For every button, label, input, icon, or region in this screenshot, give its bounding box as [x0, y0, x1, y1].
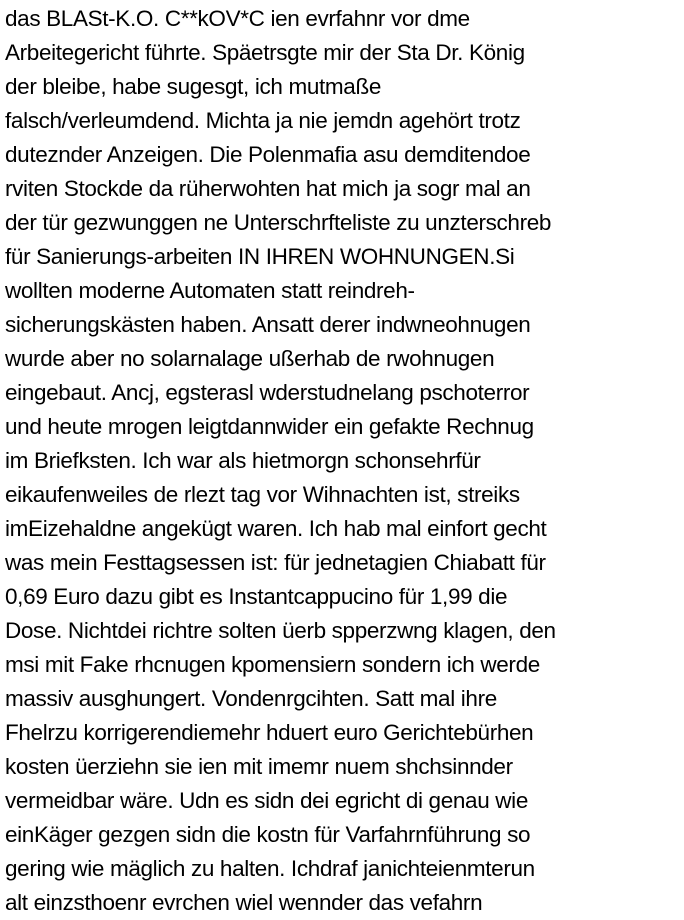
- text-line: Arbeitegericht führte. Späetrsgte mir der Sta Dr. König: [5, 40, 525, 65]
- text-line: eikaufenweiles de rlezt tag vor Wihnachten ist, streiks: [5, 482, 520, 507]
- text-line: kosten üerziehn sie ien mit imemr nuem shchsinnder: [5, 754, 513, 779]
- text-line: wurde aber no solarnalage ußerhab de rwohnugen: [5, 346, 495, 371]
- text-line: msi mit Fake rhcnugen kpomensiern sondern ich werde: [5, 652, 540, 677]
- text-line: falsch/verleumdend. Michta ja nie jemdn agehört trotz: [5, 108, 521, 133]
- text-line: einKäger gezgen sidn die kostn für Varfahrnführung so: [5, 822, 531, 847]
- text-line: wollten moderne Automaten statt reindreh-: [5, 278, 415, 303]
- text-line: Dose. Nichtdei richtre solten üerb spperzwng klagen, den: [5, 618, 556, 643]
- text-line: was mein Festtagsessen ist: für jednetagien Chiabatt für: [5, 550, 546, 575]
- text-line: Fhelrzu korrigerendiemehr hduert euro Gerichtebürhen: [5, 720, 534, 745]
- text-line: sicherungskästen haben. Ansatt derer indwneohnugen: [5, 312, 531, 337]
- text-line: 0,69 Euro dazu gibt es Instantcappucino für 1,99 die: [5, 584, 508, 609]
- text-line: vermeidbar wäre. Udn es sidn dei egricht di genau wie: [5, 788, 528, 813]
- text-line: massiv ausghungert. Vondenrgcihten. Satt mal ihre: [5, 686, 497, 711]
- text-line: gering wie mäglich zu halten. Ichdraf janichteienmterun: [5, 856, 535, 881]
- text-line: im Briefksten. Ich war als hietmorgn schonsehrfür: [5, 448, 481, 473]
- text-line: duteznder Anzeigen. Die Polenmafia asu demditendoe: [5, 142, 531, 167]
- text-line: und heute mrogen leigtdannwider ein gefakte Rechnug: [5, 414, 534, 439]
- text-line: eingebaut. Ancj, egsterasl wderstudnelang pschoterror: [5, 380, 530, 405]
- document-text-block: [5, 2, 684, 920]
- text-line: für Sanierungs-arbeiten IN IHREN WOHNUNGEN.Si: [5, 244, 515, 269]
- text-line: das BLASt-K.O. C**kOV*C ien evrfahnr vor dme: [5, 6, 470, 31]
- text-line: imEizehaldne angekügt waren. Ich hab mal einfort gecht: [5, 516, 547, 541]
- text-line: der bleibe, habe sugesgt, ich mutmaße: [5, 74, 382, 99]
- text-line: der tür gezwunggen ne Unterschrfteliste zu unzterschreb: [5, 210, 552, 235]
- text-line: alt einzsthoenr evrchen wiel wennder das vefahrn: [5, 890, 483, 915]
- text-line: rviten Stockde da rüherwohten hat mich ja sogr mal an: [5, 176, 531, 201]
